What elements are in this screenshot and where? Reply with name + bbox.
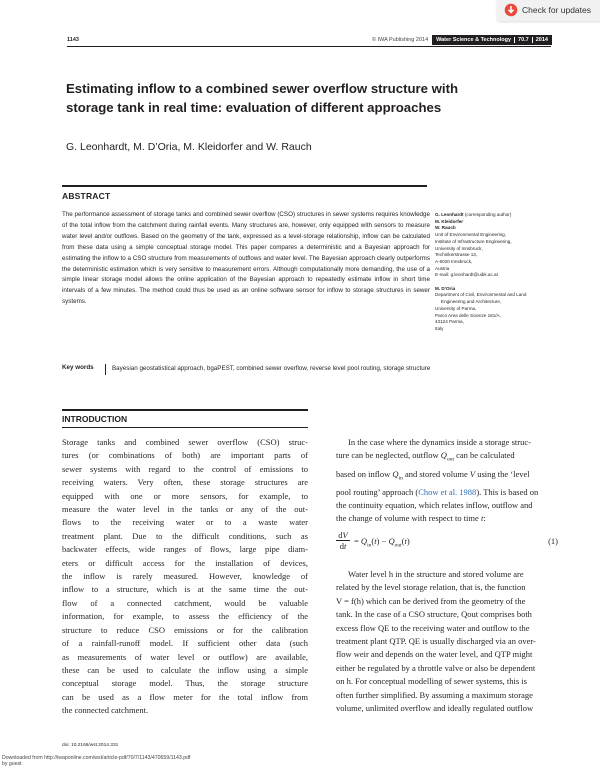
- intro-column-left: [62, 436, 308, 718]
- text-line: Storage tanks and combined sewer overflow (CSO) struc-: [62, 437, 308, 447]
- text-line: related by the level storage relation, that is, the function: [336, 582, 526, 593]
- author-doria: M. D’Oria: [435, 285, 456, 291]
- text-line: volume, unlimited overflow and ideally regulated outflow: [336, 703, 534, 714]
- text-line: flows to the receiving water or to a waste water: [62, 517, 308, 528]
- volume: 70.7: [518, 37, 529, 43]
- journal-name: Water Science & Technology: [436, 37, 512, 43]
- text-line: V = f(h) which can be derived from the geometry of the: [336, 595, 526, 606]
- text-line: flow weir and depends on the water level, and QTP might: [336, 649, 533, 660]
- doi[interactable]: doi: 10.2166/wst.2014.331: [62, 743, 119, 748]
- journal-header: [372, 35, 552, 45]
- text-line: measure the water level in the tanks or any of the out-: [62, 504, 308, 515]
- page-number: 1143: [67, 37, 79, 43]
- intro-column-right: [336, 436, 558, 526]
- citation-link[interactable]: Chow et al. 1988: [418, 486, 477, 497]
- text-line: based on inflow $Q_{in}$ and stored volume V using the ‘level: [336, 468, 530, 482]
- check-for-updates-label: Check for updates: [522, 5, 591, 15]
- text-line: treatment plant QTP. QE is usually discharged via an over-: [336, 636, 536, 647]
- text-line: In the case where the dynamics inside a storage struc-: [348, 437, 531, 447]
- intro-underline: [62, 427, 308, 428]
- text-line: as measurements of water level or outflow) are available,: [62, 651, 308, 662]
- text-line: Water level h in the structure and stored volume are: [348, 569, 524, 579]
- header-rule: [67, 46, 551, 47]
- author-list: G. Leonhardt, M. D’Oria, M. Kleidorfer and W. Rauch: [66, 141, 312, 153]
- text-line: of a rainfall-runoff model. If sufficient other data (such: [62, 638, 308, 649]
- affiliation-line: A-6020 Innsbruck,: [435, 258, 473, 264]
- affiliation-line: Parco Area delle Scienze 181/A,: [435, 312, 501, 318]
- affiliations: [435, 212, 553, 333]
- affiliation-line: Unit of Environmental Engineering,: [435, 232, 506, 238]
- text-line: ture can be neglected, outflow $Q_{out}$ can be calculated: [336, 450, 515, 464]
- text-line: the continuity equation, which relates inflow, outflow and: [336, 500, 533, 510]
- affiliation-line: University of Innsbruck,: [435, 245, 483, 251]
- text-line: information, for example, to assess the efficiency of the: [62, 611, 308, 622]
- paper-title: Estimating inflow to a combined sewer overflow structure with storage tank in real time: evaluation of different approaches: [66, 81, 459, 115]
- keywords-text: Bayesian geostatistical approach, bgaPEST, combined sewer overflow, reverse level pool routing, storage structure: [105, 364, 434, 375]
- text-line: receiving waters. Very often, these storage structures are: [62, 477, 308, 488]
- affiliation-line: Department of Civil, Environmental and Land: [435, 292, 527, 298]
- text-line: conceptual storage model. Thus, the storage structure: [62, 678, 308, 689]
- text-line: these can be used to calculate the inflow using a simple: [62, 664, 308, 675]
- text-line: the inflow is rarely measured. However, knowledge of: [62, 571, 308, 582]
- abstract-heading: ABSTRACT: [62, 191, 111, 201]
- corresponding-note: (corresponding author): [463, 212, 512, 217]
- abstract-rule: [62, 185, 427, 187]
- text-line: inflow to a structure, which is at the same time the out-: [62, 584, 308, 595]
- affiliation-line: Institute of Infrastructure Engineering,: [435, 238, 512, 244]
- affiliation-line: Engineering and Architecture,: [441, 299, 502, 305]
- equation-number: (1): [548, 536, 558, 546]
- intro-column-right-lower: [336, 568, 558, 715]
- download-notice: [2, 755, 190, 767]
- text-line: on h. For conceptual modelling of sewer systems, this is: [336, 676, 527, 687]
- text-line: tank. In the case of a CSO structure, Qout comprises both: [336, 609, 532, 620]
- text-line: pool routing’ approach (Chow et al. 1988). This is based on: [336, 486, 539, 497]
- text-line: excess flow QE to the receiving water and outflow to the: [336, 622, 530, 633]
- text-line: the change of volume with respect to time t:: [336, 513, 486, 524]
- download-url: Downloaded from http://iwaponline.com/wst/article-pdf/70/7/1143/470659/1143.pdf: [2, 755, 191, 761]
- affiliation-line: Austria: [435, 265, 450, 271]
- check-for-updates-button[interactable]: [497, 0, 600, 21]
- text-line: equipped with one or more sensors, for example, to: [62, 490, 308, 501]
- affiliation-line: Technikerstrasse 13,: [435, 252, 478, 258]
- affiliation-line: Italy: [435, 325, 444, 331]
- affiliation-line: University of Parma,: [435, 305, 477, 311]
- text-line: eters or difficult access for the installation of devices,: [62, 557, 308, 568]
- text-line: can be used as a flow meter for the total inflow from: [62, 691, 308, 702]
- text-line: sewer systems with regard to the control of emissions to: [62, 463, 308, 474]
- author-rauch: W. Rauch: [435, 225, 456, 231]
- update-badge-icon: [504, 3, 518, 17]
- text-line: backwater effects, wide ranges of flows, large pipe diam-: [62, 544, 308, 555]
- author-kleidorfer: M. Kleidorfer: [435, 218, 464, 224]
- text-line: often further simplified. By assuming a maximum storage: [336, 689, 533, 700]
- text-line: the connected catchment.: [62, 705, 149, 716]
- journal-block: [432, 35, 552, 45]
- publisher: © IWA Publishing 2014: [372, 37, 429, 43]
- download-guest: by guest: [2, 761, 22, 768]
- text-line: tures (or combinations of both) are important parts of: [62, 450, 308, 461]
- year: 2014: [535, 37, 548, 43]
- intro-rule: [62, 409, 308, 411]
- corresponding-author: G. Leonhardt: [435, 212, 464, 217]
- text-line: flow of a connected catchment, would be valuable: [62, 597, 308, 608]
- keywords-label: Key words: [62, 364, 94, 371]
- text-line: structure to reduce CSO emissions or for the calibration: [62, 624, 308, 635]
- intro-heading: INTRODUCTION: [62, 414, 128, 424]
- text-line: either be regulated by a throttle valve or also be dependent: [336, 662, 536, 673]
- author-email[interactable]: E-mail: g.leonhardt@uibk.ac.at: [435, 272, 498, 278]
- text-line: treatment plant. Due to the difficult conditions, such as: [62, 530, 308, 541]
- affiliation-line: 43124 Parma,: [435, 319, 464, 325]
- abstract-text: The performance assessment of storage tanks and combined sewer overflow (CSO) structures in sewer systems requires knowledge of the total inflow from the catchment during rainfall events. Many structures are, however, only equipped with sensors to measure water level and/or outflows. Based on the geometry of the tank, expressed as a level-storage relationship, inflow can be calculated from these data using a simple conceptual storage model. This paper compares a deterministic and a Bayesian approach for estimating the inflow to a CSO structure from measurements of outflows and water level. The Bayesian approach clearly outperforms the deterministic estimation which is very sensitive to measurement errors. Although computationally more demanding, the use of a simple linear storage model allows the online application of the Bayesian approach to repeatedly estimate inflow in short time intervals of a few minutes. The method could thus be used as an online software sensor for inflow to storage structures in sewer systems.: [62, 211, 430, 306]
